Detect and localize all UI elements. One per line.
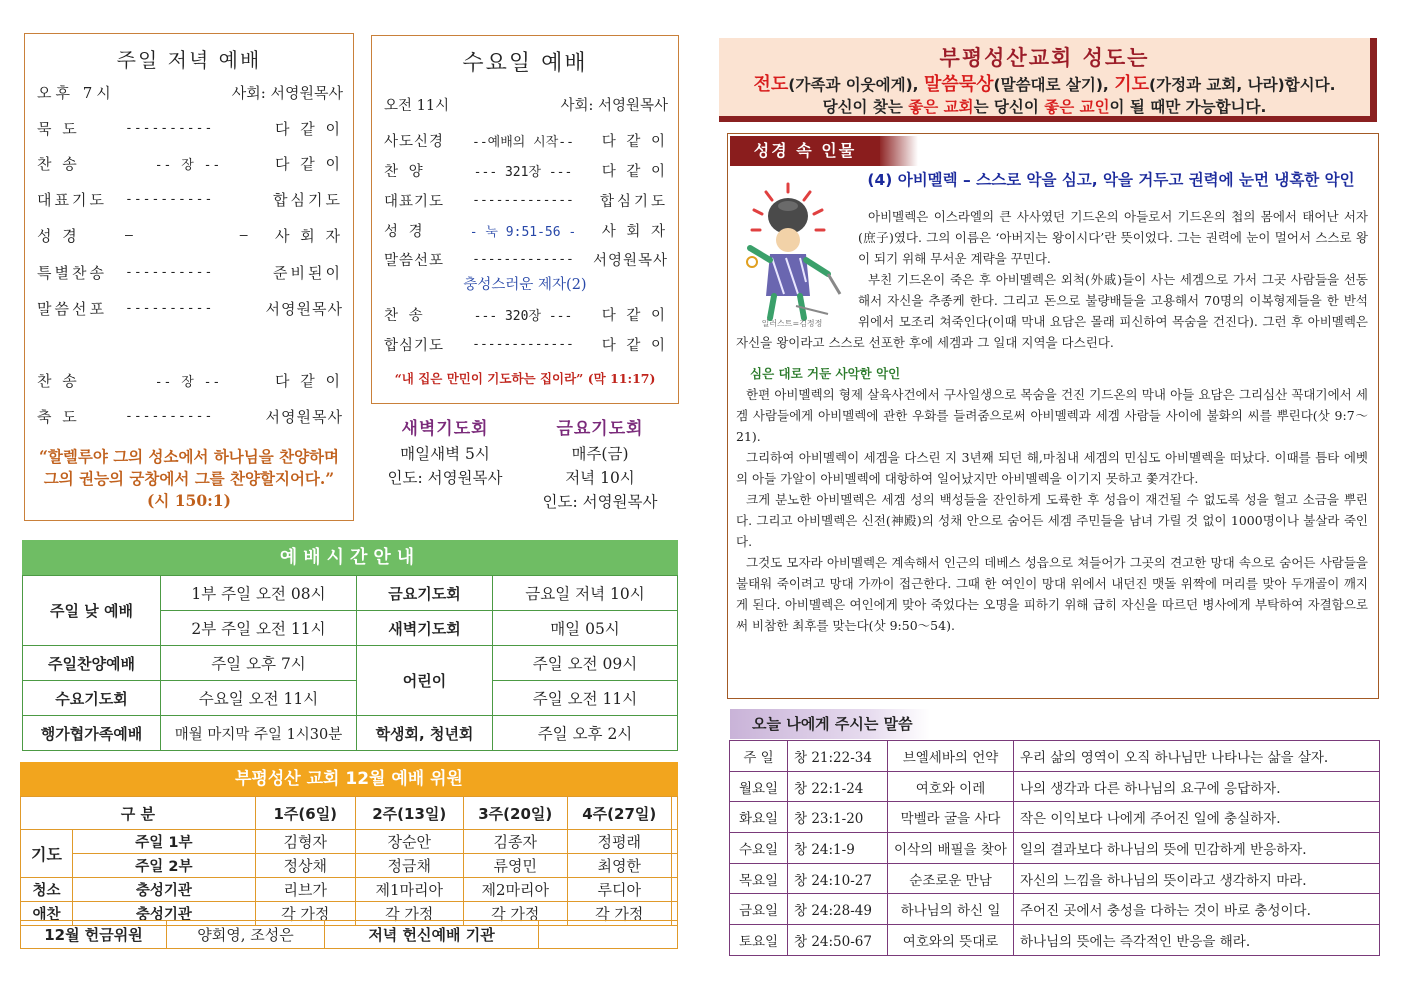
banner-word-evangelism: 전도 (753, 74, 789, 95)
dawn-prayer-time: 매일새벽 5시 (400, 445, 490, 463)
friday-prayer-time: 저녁 10시 (565, 469, 635, 487)
order-row (384, 304, 668, 325)
verse-cell: 창 23:1-20 (788, 802, 888, 833)
order-row (37, 189, 343, 210)
article-paragraph: 그것도 모자라 아비멜렉은 계속해서 인근의 데베스 성읍으로 쳐들어가 그곳의 견고한 망대 속으로 숨어든 사람들을 불태워 죽이려고 망대 가까이 접근한다. 그때 한 여인이 망대 위에서 내던진 맷돌 위짝에 머리를 맞아 두개골이 깨지게 된다. 아비멜렉은 여인에게 맞아 죽었다는 오명을 피하기 위해 급히 자신을 따르던 병사에게 부탁하여 자결함으로써 비참한 최후를 맞는다(삿 9:50～54). (736, 555, 1368, 633)
sunday-evening-quote: “할렐루야 그의 성소에서 하나님을 찬양하며 그의 권능의 궁창에서 그를 찬양할지어다.” (시 150:1) (38, 447, 340, 510)
message-cell: 주어진 곳에서 충성을 다하는 것이 바로 충성이다. (1014, 894, 1380, 925)
table-cell: 매월 마지막 주일 1시30분 (161, 716, 357, 751)
order-row (384, 220, 668, 241)
order-label: 말씀선포 (37, 300, 107, 318)
order-label: 찬 양 (384, 164, 426, 180)
table-cell (671, 830, 677, 854)
offering-table (20, 920, 678, 949)
article-paragraph: 아비멜렉은 이스라엘의 큰 사사였던 기드온의 아들로서 기드온의 첩의 몸에서 태어난 서자(庶子)였다. 그의 이름은 ‘아버지는 왕이시다’란 뜻이었다. 그는 권력에 눈이 멀어서 스스로 왕이 되기 위해 무서운 계략을 꾸민다. (858, 209, 1368, 266)
banner-text: 당신이 찾는 (822, 98, 909, 116)
wednesday-header-row (384, 94, 668, 115)
order-label: 대표기도 (37, 191, 107, 209)
table-cell: 저녁 헌신예배 기관 (325, 921, 539, 949)
banner-good-church: 좋은 교회 (908, 98, 974, 116)
title-cell: 순조로운 만남 (888, 863, 1014, 894)
table-cell: 수요기도회 (23, 681, 161, 716)
sunday-evening-header-row (37, 82, 343, 103)
verse-cell: 창 22:1-24 (788, 771, 888, 802)
table-row (730, 925, 1380, 956)
banner-good-member: 좋은 교인 (1044, 98, 1110, 116)
table-row (23, 576, 678, 611)
verse-cell: 창 24:1-9 (788, 833, 888, 864)
table-header-cell: 구 분 (21, 797, 256, 830)
order-mid: - 눅 9:51-56 - (469, 225, 577, 240)
order-label: 성 경 (384, 224, 426, 240)
order-mid: ------------- (472, 193, 574, 208)
order-who: 합심기도 (599, 194, 668, 210)
message-cell: 작은 이익보다 나에게 주어진 일에 충실하자. (1014, 802, 1380, 833)
table-cell: 각 가정 (355, 902, 463, 926)
table-cell: 정금채 (355, 854, 463, 878)
table-row (730, 894, 1380, 925)
table-header-cell (671, 797, 677, 830)
verse-cell: 창 21:22-34 (788, 741, 888, 772)
banner-line1 (719, 70, 1370, 96)
table-cell: 정상채 (255, 854, 355, 878)
wednesday-title: 수요일 예배 (462, 51, 588, 76)
order-row (37, 298, 343, 319)
table-cell: 금요일 저녁 10시 (493, 576, 678, 611)
table-row (730, 802, 1380, 833)
order-row (384, 190, 668, 211)
order-who: 서영원목사 (265, 300, 343, 318)
dawn-prayer-title: 새벽기도회 (401, 419, 489, 439)
order-label: 특별찬송 (37, 264, 107, 282)
table-row (21, 854, 678, 878)
order-who: 다 같 이 (601, 338, 668, 354)
order-who: 다 같 이 (274, 155, 343, 173)
order-mid: --- 321장 --- (473, 165, 573, 180)
table-cell: 금요기도회 (357, 576, 493, 611)
table-cell (671, 878, 677, 902)
order-who: 서영원목사 (592, 253, 668, 269)
order-who: 서영원목사 (265, 408, 343, 426)
verse-cell: 창 24:50-67 (788, 925, 888, 956)
table-cell: 주일찬양예배 (23, 646, 161, 681)
friday-prayer-title: 금요기도회 (556, 419, 644, 439)
title-cell: 하나님의 하신 일 (888, 894, 1014, 925)
table-cell: 류영민 (463, 854, 567, 878)
table-cell: 주일 오전 09시 (493, 646, 678, 681)
order-dash: – – (125, 228, 249, 243)
dawn-prayer-leader: 인도: 서영원목사 (387, 469, 503, 487)
table-row (730, 741, 1380, 772)
order-dash: ---------- (125, 265, 214, 280)
table-header-cell: 1주(6일) (255, 797, 355, 830)
table-row (21, 830, 678, 854)
order-row (37, 406, 343, 427)
order-dash: -- 장 -- (154, 158, 222, 173)
bible-character-article (727, 133, 1379, 699)
table-row (730, 863, 1380, 894)
table-cell (671, 854, 677, 878)
banner-text: 이 될 때만 가능합니다. (1109, 98, 1267, 116)
order-dash: ---------- (125, 301, 214, 316)
order-label: 찬 송 (37, 372, 80, 390)
table-cell: 2부 주일 오전 11시 (161, 611, 357, 646)
table-cell: 양회영, 조성은 (167, 921, 325, 949)
table-cell: 주일 낮 예배 (23, 576, 161, 646)
order-row (37, 262, 343, 283)
table-cell: 루디아 (567, 878, 671, 902)
table-cell: 애찬 (21, 902, 73, 926)
order-who: 준비된이 (273, 264, 343, 282)
table-cell: 각 가정 (255, 902, 355, 926)
table-cell: 어린이 (357, 646, 493, 716)
table-cell: 정평래 (567, 830, 671, 854)
table-cell: 청소 (21, 878, 73, 902)
article-tab: 성경 속 인물 (730, 136, 880, 166)
table-cell: 새벽기도회 (357, 611, 493, 646)
order-label: 말씀선포 (384, 253, 445, 269)
order-mid: --예배의 시작-- (472, 135, 574, 150)
message-cell: 자신의 느낌을 하나님의 뜻이라고 생각하지 마라. (1014, 863, 1380, 894)
title-cell: 브엘세바의 언약 (888, 741, 1014, 772)
today-word-tab: 오늘 나에게 주시는 말씀 (730, 709, 930, 739)
banner-text: (말씀대로 살기), (993, 76, 1109, 94)
table-cell: 충성기관 (73, 878, 256, 902)
order-row (37, 225, 343, 246)
order-row (384, 334, 668, 355)
order-who: 합심기도 (273, 191, 343, 209)
day-cell: 목요일 (730, 863, 788, 894)
order-who: 다 같 이 (601, 134, 668, 150)
order-label: 찬 송 (384, 308, 426, 324)
article-title: (4) 아비멜렉 – 스스로 악을 심고, 악을 거두고 권력에 눈먼 냉혹한 악인 (867, 171, 1355, 189)
wednesday-time: 오전 11시 (384, 98, 450, 114)
order-label: 축 도 (37, 408, 80, 426)
table-row (730, 833, 1380, 864)
wednesday-quote: “내 집은 만민이 기도하는 집이라” (막 11:17) (394, 371, 656, 386)
illustration-credit: 일러스트=김정정 (761, 319, 823, 328)
table-cell: 행가협가족예배 (23, 716, 161, 751)
order-mid: --- 320장 --- (473, 309, 573, 324)
table-row (23, 681, 678, 716)
table-cell: 주일 1부 (73, 830, 256, 854)
church-motto-banner (719, 38, 1377, 122)
table-row (21, 878, 678, 902)
message-cell: 일의 결과보다 하나님의 뜻에 민감하게 반응하자. (1014, 833, 1380, 864)
today-word-table (729, 740, 1380, 956)
table-header-row (21, 797, 678, 830)
table-cell: 리브가 (255, 878, 355, 902)
dawn-prayer-info (375, 442, 515, 490)
table-cell: 김형자 (255, 830, 355, 854)
illustration-spacer (736, 206, 858, 328)
table-cell: 제2마리아 (463, 878, 567, 902)
order-label: 묵 도 (37, 120, 80, 138)
article-paragraph: 한편 아비멜렉의 형제 살육사건에서 구사일생으로 목숨을 건진 기드온의 막내 아들 요담은 그리심산 꼭대기에서 세겜 사람들에게 아비멜렉에 관한 우화를 들려줌으로써 아비멜렉과 세겜 사람들 사이에 불화의 씨를 뿌린다(삿 9:7～21). (736, 387, 1368, 444)
wednesday-leader: 사회: 서영원목사 (560, 98, 668, 114)
title-cell: 여호와의 뜻대로 (888, 925, 1014, 956)
table-cell: 주일 2부 (73, 854, 256, 878)
order-row (384, 249, 668, 270)
wednesday-sermon-title: 충성스러운 제자(2) (463, 277, 587, 293)
table-cell: 김종자 (463, 830, 567, 854)
banner-line2 (719, 95, 1370, 117)
duty-title: 부평성산 교회 12월 예배 위원 (20, 762, 678, 796)
sunday-evening-leader: 사회: 서영원목사 (231, 84, 343, 102)
day-cell: 수요일 (730, 833, 788, 864)
order-who: 사 회 자 (274, 227, 343, 245)
table-row (23, 646, 678, 681)
order-mid: ------------- (472, 337, 574, 352)
order-row (37, 153, 343, 174)
friday-prayer-info (530, 442, 670, 514)
sunday-evening-time: 오후 7시 (37, 84, 115, 102)
banner-word-prayer: 기도 (1114, 74, 1150, 95)
banner-title: 부평성산교회 성도는 (939, 46, 1150, 70)
order-row (384, 130, 668, 151)
table-cell: 학생회, 청년회 (357, 716, 493, 751)
message-cell: 우리 삶의 영역이 오직 하나님만 나타나는 삶을 살자. (1014, 741, 1380, 772)
order-dash: ---------- (125, 121, 214, 136)
order-label: 찬 송 (37, 155, 80, 173)
article-paragraph: 크게 분노한 아비멜렉은 세겜 성의 백성들을 잔인하게 도륙한 후 성읍이 재건될 수 없도록 성을 헐고 소금을 뿌린다. 그리고 아비멜렉은 신전(神殿)의 성채 안으로 숨어든 세겜 주민들을 남녀 가릴 것 없이 1000명이나 불살라 죽인다. (736, 492, 1368, 549)
sunday-evening-title: 주일 저녁 예배 (116, 48, 262, 72)
table-cell: 최영한 (567, 854, 671, 878)
order-who: 다 같 이 (274, 120, 343, 138)
table-cell: 1부 주일 오전 08시 (161, 576, 357, 611)
title-cell: 막벨라 굴을 사다 (888, 802, 1014, 833)
article-body (736, 206, 1368, 636)
banner-text: 는 당신이 (973, 98, 1045, 116)
table-cell: 각 가정 (463, 902, 567, 926)
order-label: 성 경 (37, 227, 80, 245)
table-cell: 주일 오후 7시 (161, 646, 357, 681)
table-cell: 주일 오후 2시 (493, 716, 678, 751)
article-tab-tail (878, 136, 918, 166)
article-paragraph: 부친 기드온이 죽은 후 아비멜렉은 외척(外戚)들이 사는 세겜으로 가서 그곳 사람들을 선동해서 자신을 추종케 한다. 그리고 돈으로 불량배들을 고용해서 70명의 이복형제들을 한 반석 위에서 모조리 쳐죽인다(이때 막내 요담은 몰래 피신하여 목숨을 건진다). 그런 후 아비멜렉은 자신을 왕이라고 스스로 선포한 후에 세겜과 그 일대 지역을 다스린다. (736, 272, 1368, 350)
table-cell: 제1마리아 (355, 878, 463, 902)
order-row (37, 118, 343, 139)
wednesday-box (371, 35, 679, 404)
order-dash: -- 장 -- (154, 375, 222, 390)
order-row (384, 160, 668, 181)
order-mid: ------------- (472, 252, 574, 267)
order-who: 다 같 이 (601, 308, 668, 324)
order-label: 사도신경 (384, 134, 445, 150)
friday-prayer-day: 매주(금) (571, 445, 629, 463)
verse-cell: 창 24:10-27 (788, 863, 888, 894)
table-cell (539, 921, 678, 949)
friday-prayer-leader: 인도: 서영원목사 (542, 493, 658, 511)
day-cell: 금요일 (730, 894, 788, 925)
banner-text: (가정과 교회, 나라)합시다. (1149, 76, 1336, 94)
title-cell: 이삭의 배필을 찾아 (888, 833, 1014, 864)
order-who: 다 같 이 (601, 164, 668, 180)
order-dash: ---------- (125, 192, 214, 207)
table-cell: 12월 헌금위원 (21, 921, 167, 949)
banner-word-meditation: 말씀묵상 (923, 74, 994, 95)
table-header-cell: 2주(13일) (355, 797, 463, 830)
table-cell: 장순안 (355, 830, 463, 854)
order-label: 합심기도 (384, 338, 445, 354)
table-cell: 주일 오전 11시 (493, 681, 678, 716)
verse-cell: 창 24:28-49 (788, 894, 888, 925)
table-cell: 수요일 오전 11시 (161, 681, 357, 716)
banner-text: (가족과 이웃에게), (788, 76, 919, 94)
order-who: 사 회 자 (601, 224, 668, 240)
table-header-cell: 4주(27일) (567, 797, 671, 830)
service-times-table (22, 575, 678, 751)
day-cell: 월요일 (730, 771, 788, 802)
title-cell: 여호와 이레 (888, 771, 1014, 802)
order-dash: ---------- (125, 409, 214, 424)
day-cell: 주 일 (730, 741, 788, 772)
day-cell: 화요일 (730, 802, 788, 833)
table-header-cell: 3주(20일) (463, 797, 567, 830)
table-cell: 기도 (21, 830, 73, 878)
table-cell: 매일 05시 (493, 611, 678, 646)
message-cell: 나의 생각과 다른 하나님의 요구에 응답하자. (1014, 771, 1380, 802)
order-who: 다 같 이 (274, 372, 343, 390)
sunday-evening-box (24, 33, 354, 521)
article-subheading: 심은 대로 거둔 사악한 악인 (750, 366, 901, 381)
order-label: 대표기도 (384, 194, 445, 210)
table-row (23, 716, 678, 751)
table-cell: 각 가정 (567, 902, 671, 926)
message-cell: 하나님의 뜻에는 즉각적인 반응을 해라. (1014, 925, 1380, 956)
order-row (37, 370, 343, 391)
article-paragraph: 그리하여 아비멜렉이 세겜을 다스린 지 3년째 되던 해,마침내 세겜의 민심도 아비멜렉을 떠났다. 이때를 틈타 에벳의 아들 가알이 아비멜렉에 대항하여 일어났지만 아비멜렉을 이기지 못하고 쫓겨간다. (736, 450, 1368, 486)
day-cell: 토요일 (730, 925, 788, 956)
table-row (730, 771, 1380, 802)
table-cell: 충성기관 (73, 902, 256, 926)
service-times-title: 예배시간안내 (22, 540, 678, 575)
table-row (21, 921, 678, 949)
duty-table (20, 796, 678, 926)
